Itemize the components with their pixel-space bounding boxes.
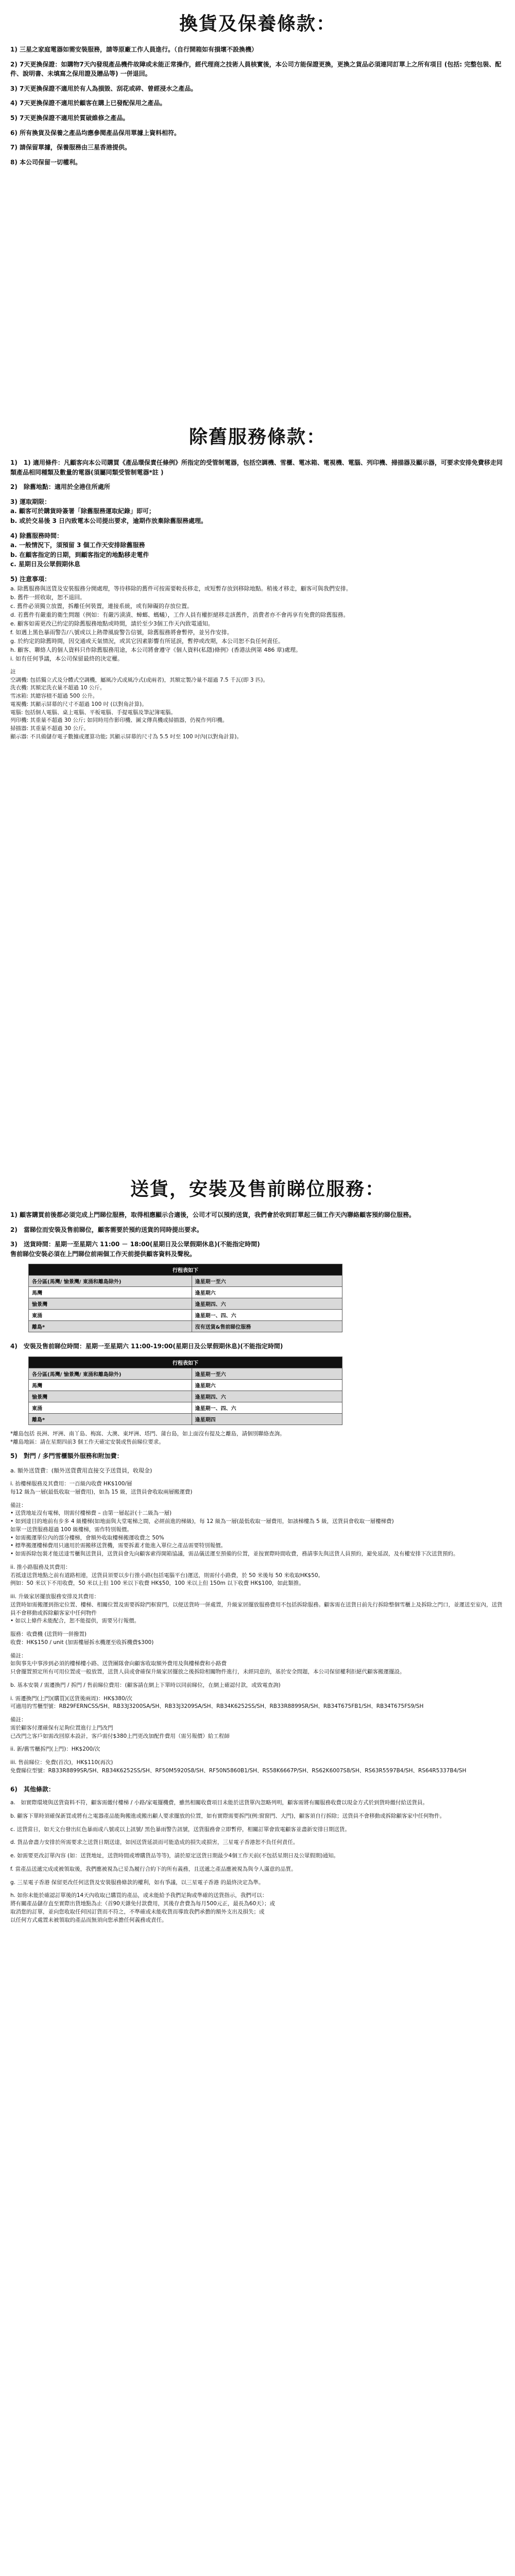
installation-fees: b. 基本安裝 / 需遷換門 / 拆門 / 售前睇位費用：(顧客請在網上下單時以同前睇位，在網上確認付款，或致電查詢) bbox=[10, 1682, 281, 1688]
table-row bbox=[29, 1310, 342, 1321]
recycling-note-d: d. 若舊件有嚴重的衛生問題（例如：有嚴汚漬漬、蟑螂、螞蟻），工作人員有權拒絕移走該舊件，消費者亦不會再享有免費的除舊服務。 bbox=[10, 611, 349, 618]
recycling-footnote: 洗衣機: 其額定洗衣量不超過 10 公斤。 bbox=[10, 685, 106, 691]
stairs-fee-note: 備註： • 送貨地址沒有電梯，則需付樓梯費 – 由第一層起計(十二級為一層) • 如到達目的地前有步多 4 級樓梯(如地面與大堂電梯之間，必經前進的梯級)，每 12 級為一層(最低收取一層費用，如該梯樓為 5 級，送貨員會收取一層樓梯費) 如單一送貨服務超過 100 級樓梯，需作特別報價。 • 如需搬運單位內的部分樓梯，會額外收取樓梯搬運收費之 50% • 標準搬運樓梯費用只適用於需搬移送貨機，需要拆蓋才能進入單位之產品需要特別報價。 • 如需拆除包裝才能送達雪櫃與送貨員，送貨員會先向顧客索得開箱協議，需品儀送運至預備的位置，並按實際時間收費，務請事先與送貨人員預約，避免延誤，及有權安排下次送貨預約。 bbox=[10, 1502, 459, 1557]
table-row bbox=[29, 1413, 342, 1425]
table-header: 行程表如下 bbox=[29, 1264, 342, 1276]
table-cell: 逢星期一、四、六 bbox=[192, 1402, 342, 1413]
recycling-footnote: 電視機: 其顯示屏幕的尺寸不超過 100 吋 (以對角計算)。 bbox=[10, 701, 147, 707]
table-cell: 逢星期一至六 bbox=[192, 1276, 342, 1287]
upgrade-placement: iii. 升級家居擺放服務安排及其費用： 送貨時如需搬運到指定位置、樓梯、相關位置及需要拆除門框窗門，以便送貨時一併處置，升級家居擺放服務費用不包括拆除服務。顧客需在送貨日前先行拆除整個雪櫃上及拆除之門口，並運送至室內，送貨員不會移動或拆除顧客家中任何物件 • 如以上條件未能配合，恕不能提供，需要另行報價。 bbox=[10, 1594, 503, 1624]
recycling-deadline-b: b. 或於交易後 3 日內致電本公司提出要求，逾期作放棄除舊服務處理。 bbox=[10, 517, 208, 524]
recycling-time-a: a. 一般情況下，須預留 3 個工作天安排除舊服務 bbox=[10, 541, 145, 549]
recycling-note-h: h. 顧客、聯絡人的個人資料只作除舊服務用途，本公司將會遵守《個人資料(私隱)條例》(香港法例第 486 章)處理。 bbox=[10, 646, 302, 653]
other-term-g: g. 三星電子香港 保留更改任何送貨及安裝服務條款的權利，如有爭議，以三星電子香港 的最終決定為準。 bbox=[10, 1879, 264, 1886]
exchange-warranty-title: 換貨及保養條款： bbox=[179, 13, 336, 35]
other-term-b: b. 顧客下單時須確保新買或將有之電器產品能夠搬進或搬出顧人要求擺放的位置，如有實際需要拆門(例:窗窗門、大門)，顧客須自行拆除；送貨員不會移動或拆除顧客家中任何物件。 bbox=[10, 1812, 445, 1819]
recycling-footnote: 列印機: 其重量不超過 30 公斤; 如同時用作影印機、圖文傳真機或掃描器，仍視作列印機。 bbox=[10, 717, 228, 724]
delivery-term-2: 2) 當睇位而安裝及售前睇位，顧客需要於預約送貨的同時提出要求。 bbox=[10, 1226, 203, 1233]
recycling-footnote: 雪冰箱: 其總容積不超過 500 公升。 bbox=[10, 693, 98, 700]
table-cell: 東涌 bbox=[29, 1310, 192, 1321]
upgrade-fee-note: 備註： 如與事先中事涉到必須的樓梯樓小路、送貨團隊會向顧客收取額外費用及與樓梯費和小路費 只會擺置預定所有可用位置或一般放置，送貨人員或會確保升級家居擺放之後拆除相關物件進行，未經同意的，基於安全問題，本公司保留權利拒絕代顧客搬運擺設。 bbox=[10, 1652, 405, 1675]
delivery-term-4: 4) 安裝及售前睇位時間：星期一至星期六 11:00-19:00(星期日及公眾假期休息)(不能指定時間) bbox=[10, 1343, 283, 1350]
table-cell: 逢星期四、六 bbox=[192, 1391, 342, 1402]
recycling-note-a: a. 除舊服務與送貨及安裝服務分開處理，等待移除的舊件可按需要較長移走，或短暫存放到移除地點。稍後才移走，顧客可與我們安排。 bbox=[10, 585, 352, 592]
door-swap-note: 備註： 需於顧客付運確保有足夠位置進行上門改門 已改門之客戶如需改回原本設計，客戶需付$380上門更改加配件費用（需另報價）給工程師 bbox=[10, 1717, 230, 1739]
recycling-note-b: b. 舊件一經收取，恕不退回。 bbox=[10, 594, 85, 601]
exchange-term-7: 7) 請保留單據，保養服務由三星香港提供。 bbox=[10, 144, 131, 151]
table-cell: 愉景灣 bbox=[29, 1391, 192, 1402]
recycling-eligibility: 1) 1) 適用條件：凡顧客向本公司購買《產品環保責任條例》所指定的受管制電器，包括空調機、雪櫃、電冰箱、電視機、電腦、列印機、掃描器及顯示器，可要求安排免費移走同類產品相同種類及數量的電器(須屬同類受管制電器*註 ) bbox=[10, 459, 503, 476]
table-cell: 逢星期四、六 bbox=[192, 1298, 342, 1310]
delivery-term-3: 3) 送貨時間：星期一至星期六 11:00 － 18:00(星期日及公眾假期休息)(不能指定時間) bbox=[10, 1241, 260, 1248]
recycling-time-c: c. 星期日及公眾假期休息 bbox=[10, 561, 80, 568]
other-term-c: c. 送貨當日，如天文台發出紅色暴雨或八號或以上訊號/ 黑色暴雨警告訊號，送貨服務會立即暫停，相關訂單會致電顧客並盡新安排日期送貨。 bbox=[10, 1826, 350, 1833]
other-term-a: a. 如實際環境與送貨資料不符，顧客需繳付樓梯 / 小路/家電擺機費，雖然相關收費項目未能於送貨單內忽略列明，顧客需將有關服務收費以現金方式於到貨時繳付給送貨員。 bbox=[10, 1800, 428, 1806]
table-cell: 逢星期六 bbox=[192, 1379, 342, 1391]
table-cell: 離島* bbox=[29, 1321, 192, 1332]
table-row bbox=[29, 1298, 342, 1310]
table-row bbox=[29, 1321, 342, 1332]
table-cell: 馬灣 bbox=[29, 1379, 192, 1391]
recycling-note-c: c. 舊件必須獨立放置，拆離任何裝置，連接系統，或有障礙的存放位置。 bbox=[10, 602, 193, 609]
table-cell: 逢星期一、四、六 bbox=[192, 1310, 342, 1321]
installation-schedule-table bbox=[28, 1357, 342, 1425]
other-term-h: h. 如你未能於確認訂單後的14天內收取已購買的產品，或未能給予我們足夠或準確的送貨指示，我們可以： 將有關產品儲存直至實際出貨地點為止（首90天雜免付款費用，其後存倉費為每月500元正，最長為60天）；或 取消您的訂單，並向您收取任何因訂貨而不符之，不準確或未能收貨而導致我們承擔的額外支出及損失；或 以任何方式處置未被領取的產品而無須向您承擔任何義務或責任。 bbox=[10, 1892, 276, 1923]
table-row bbox=[29, 1276, 342, 1287]
table-cell: 沒有送貨&售前睇位服務 bbox=[192, 1321, 342, 1332]
door-swap-fee: i. 需遷換門(上門)(購買)(送貨後兩周)：HK$380/次 可適用的雪櫃型號：RB29FERNCSS/SH、RB33J3200SA/SH、RB33J3209SA/SH、RB34K6252SS/SH、RB33R8899SR/SH、RB34T675FB1/SH、RB34T675FS9/SH bbox=[10, 1695, 424, 1710]
stairs-fee: i. 抬樓梯服務及其費用：一百級內收費 HK$100/層 每12 級為一層(最低收取一層費用)，如為 15 級，送貨員會收取兩層搬運費) bbox=[10, 1481, 193, 1495]
table-cell: 逢星期一至六 bbox=[192, 1368, 342, 1379]
delivery-term-5: 5) 對門 / 多門雪櫃額外服務和附加費： bbox=[10, 1452, 123, 1460]
exchange-term-2: 2) 7天更換保證：如購物7天內發現產品機件故障或未能正常操作，經代理商之技術人員核實後，本公司方能保證更換，更換之貨品必須連同訂單上之所有項目 (包括: 完整包裝、配件、說明書、未填寫之保用證及贈品等) 一併退回。 bbox=[10, 60, 502, 78]
table-cell: 離島* bbox=[29, 1413, 192, 1425]
exchange-term-3: 3) 7天更換保證不適用於有人為損毀、刮花或碎、曾經浸水之產品。 bbox=[10, 84, 197, 92]
exchange-term-1: 1) 三星之家庭電器如需安裝服務，請等原廠工作人員進行。（自行開箱如有損壞不設換機） bbox=[10, 46, 258, 53]
exchange-warranty-section bbox=[10, 9, 505, 167]
other-term-f: f. 當產品送遞完成或被領取後，我們應被視為已妥為履行合約下的所有義務，且送遞之產品應被視為與令人滿意的品質。 bbox=[10, 1866, 297, 1872]
island-note: *離島地區：請在星期四前3 個工作天確定安裝或售前睇位要求。 bbox=[10, 1438, 164, 1445]
table-cell: 愉景灣 bbox=[29, 1298, 192, 1310]
table-row bbox=[29, 1287, 342, 1298]
recycling-notes-heading: 5) 注意事項： bbox=[10, 575, 51, 583]
recycling-footnote: 電腦: 包括個人電腦、桌上電腦、平板電腦、手提電腦及筆記簿電腦。 bbox=[10, 709, 176, 716]
exchange-term-6: 6) 所有換貨及保養之產品均應參閱產品保用單據上資料相符。 bbox=[10, 129, 181, 137]
exchange-term-5: 5) 7天更換保證不適用於質破維修之產品。 bbox=[10, 114, 129, 122]
recycling-time-b: b. 在顧客指定的日期，到顧客指定的地點移走電件 bbox=[10, 551, 149, 558]
table-header: 行程表如下 bbox=[29, 1357, 342, 1368]
delivery-term-3-note: 售前睇位安裝必須在上門睇位前兩個工作天前提供顧客資料及聲稅。 bbox=[10, 1250, 196, 1258]
recycling-location: 2) 除舊地點：適用於全港住所處所 bbox=[10, 483, 110, 491]
table-row bbox=[29, 1402, 342, 1413]
other-term-e: e. 如需要更改訂單內容 (如：送貨地址，送貨時間或增購貨品等等)，請於原定送貨日期最少4個工作天前(不包括星期日及公眾假期)通知。 bbox=[10, 1853, 339, 1859]
table-cell: 東涌 bbox=[29, 1402, 192, 1413]
table-cell: 各分區(馬灣/ 愉景灣/ 東涌和離島除外) bbox=[29, 1276, 192, 1287]
table-row bbox=[29, 1391, 342, 1402]
delivery-schedule-table bbox=[28, 1264, 342, 1332]
delivery-title: 送貨，安裝及售前睇位服務： bbox=[130, 1179, 385, 1200]
island-note: *離島包括 長洲、坪洲、南丫島、梅窩、大澳、東坪洲、塔門、蒲台島，如上面沒有提及之離島，請個別聯絡查詢。 bbox=[10, 1430, 285, 1437]
recycling-title: 除舊服務條款： bbox=[188, 427, 326, 448]
other-term-d: d. 貨品會盡力安排於所需要求之送貨日期送達，如因送貨延誤而可能造成的損失或損害，三星電子香港恕不負任何責任。 bbox=[10, 1839, 299, 1846]
door-removal-fee: ii. 新/舊雪櫃拆門(上門)：HK$200/次 bbox=[10, 1746, 100, 1753]
exchange-term-4: 4) 7天更換保證不適用於顧客在購上已發配保用之產品。 bbox=[10, 99, 166, 107]
recycling-footnote: 空調機: 包括獨立式及分體式空調機，屬風冷式或風冷式(或兩者)，其額定製冷量不超過 7.5 千瓦(即 3 匹)。 bbox=[10, 676, 268, 683]
recycling-note-e: e. 顧客如需更改已約定的除舊服務地點或時間，請於至少3個工作天內致電通知。 bbox=[10, 620, 214, 627]
other-terms-heading: 6) 其他條款： bbox=[10, 1785, 55, 1793]
recycling-note-g: g. 於約定的除舊時間，因交通或天氣情況，或其它因素影響有所延誤，暫停或改期，本公司恕不負任何責任。 bbox=[10, 637, 284, 645]
exchange-term-8: 8) 本公司保留一切權利。 bbox=[10, 158, 82, 166]
table-cell: 馬灣 bbox=[29, 1287, 192, 1298]
recycling-time-heading: 4) 除舊服務時間： bbox=[10, 532, 63, 539]
path-fee: ii. 推小路服務及其費用： 若抵達送貨地點之前有道路相連，送貨員須要以步行推小路(包括電腦平台)運送，則需付小路費，於 50 米後每 50 米收取HK$50。 例如：50 米以下不用收費，50 米以上但 100 米以下收費 HK$50，100 米以上但 150m 以下收費 HK$100，如此類推。 bbox=[10, 1564, 324, 1587]
delivery-term-1: 1) 顧客購買前後都必須完成上門睇位服務，取得相應顯示合適後，公司才可以預約送貨，我們會於收到訂單起三個工作天內聯絡顧客預約睇位服務。 bbox=[10, 1211, 416, 1218]
recycling-section bbox=[10, 422, 505, 741]
table-cell: 各分區(馬灣/ 愉景灣/ 東涌和離島除外) bbox=[29, 1368, 192, 1379]
recycling-note-f: f. 如遇上黑色暴雨警告/八號或以上熱帶風旋警告信號，除舊服務將會暫停，並另作安排。 bbox=[10, 629, 233, 636]
recycling-deadline-heading: 3) 運取期限： bbox=[10, 498, 51, 505]
table-row bbox=[29, 1368, 342, 1379]
recycling-note-i: i. 如有任何爭議，本公司保留最終的決定權。 bbox=[10, 655, 124, 662]
extra-delivery-fee: a. 額外送貨費：(額外送貨費用直接交予送貨員，收現金) bbox=[10, 1467, 152, 1475]
delivery-section bbox=[10, 1175, 505, 1924]
presale-check-fee: iii. 售前睇位：免費(首次)，HK$110(再次) 免費睇位型號：RB33R8899SR/SH、RB34K6252SS/SH、RF50M5920S8/SH、RF50N5860B1/SH、RS58K6667P/SH、RS62K6007S8/SH、RS63R5597B4/SH、RS64R5337B4/SH bbox=[10, 1759, 467, 1774]
table-row bbox=[29, 1379, 342, 1391]
upgrade-fee: 服務：收費機 (送貨時一併撥置) 收費：HK$150 / unit (加需樓層拆水機運至收拆機費$300) bbox=[10, 1631, 154, 1646]
recycling-footnote-heading: 註 bbox=[10, 668, 16, 675]
recycling-footnote: 掃描器: 其重量不超過 30 公斤。 bbox=[10, 725, 89, 732]
table-cell: 逢星期四 bbox=[192, 1413, 342, 1425]
recycling-footnote: 顯示器: 不具備儲存電子數據或運算功能; 其顯示屏幕的尺寸為 5.5 吋至 100 吋內(以對角計算)。 bbox=[10, 733, 243, 740]
table-cell: 逢星期六 bbox=[192, 1287, 342, 1298]
recycling-deadline-a: a. 顧客可於購貨時簽署「除舊服務運取紀錄」即可； bbox=[10, 507, 155, 515]
